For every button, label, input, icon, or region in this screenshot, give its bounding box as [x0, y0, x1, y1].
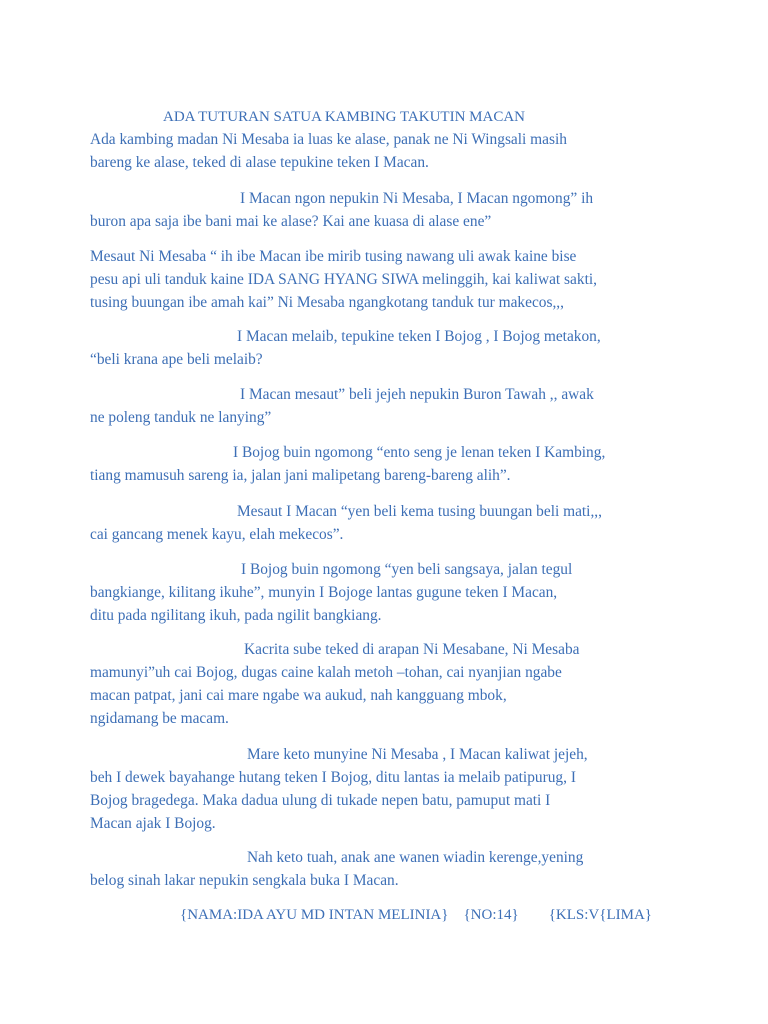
text-line: tiang mamusuh sareng ia, jalan jani malipetang bareng-bareng alih”. — [90, 467, 511, 484]
paragraph-6 — [90, 441, 690, 487]
student-name: {NAMA:IDA AYU MD INTAN MELINIA} — [180, 907, 449, 923]
paragraph-2 — [90, 187, 690, 233]
footer-spacer — [448, 907, 463, 923]
text-line: I Bojog buin ngomong “yen beli sangsaya, jalan tegul — [241, 561, 573, 578]
paragraph-3 — [90, 245, 690, 314]
student-number: {NO:14} — [463, 907, 519, 923]
text-line: Nah keto tuah, anak ane wanen wiadin kerenge,yening — [247, 849, 584, 866]
text-line: bareng ke alase, teked di alase tepukine teken I Macan. — [90, 154, 429, 171]
paragraph-9 — [90, 638, 690, 730]
paragraph-7 — [90, 500, 690, 546]
text-line: tusing buungan ibe amah kai” Ni Mesaba ngangkotang tanduk tur makecos,,, — [90, 294, 564, 311]
text-line: Bojog bragedega. Maka dadua ulung di tukade nepen batu, pamuput mati I — [90, 792, 551, 809]
document-title: ADA TUTURAN SATUA KAMBING TAKUTIN MACAN — [163, 109, 526, 125]
text-line: mamunyi”uh cai Bojog, dugas caine kalah metoh –tohan, cai nyanjian ngabe — [90, 664, 562, 681]
paragraph-1 — [90, 128, 690, 174]
text-line: beh I dewek bayahange hutang teken I Bojog, ditu lantas ia melaib patipurug, I — [90, 769, 576, 786]
text-line: cai gancang menek kayu, elah mekecos”. — [90, 526, 344, 543]
paragraph-10 — [90, 743, 690, 835]
paragraph-4 — [90, 325, 690, 371]
paragraph-5 — [90, 383, 690, 429]
paragraph-8 — [90, 558, 690, 627]
text-line: I Macan ngon nepukin Ni Mesaba, I Macan ngomong” ih — [240, 190, 594, 207]
text-line: I Macan mesaut” beli jejeh nepukin Buron Tawah ,, awak — [240, 386, 594, 403]
text-line: macan patpat, jani cai mare ngabe wa aukud, nah kangguang mbok, — [90, 687, 507, 704]
text-line: bangkiange, kilitang ikuhe”, munyin I Bojoge lantas gugune teken I Macan, — [90, 584, 558, 601]
text-line: Kacrita sube teked di arapan Ni Mesabane, Ni Mesaba — [244, 641, 580, 658]
text-line: “beli krana ape beli melaib? — [90, 351, 263, 368]
text-line: Mesaut Ni Mesaba “ ih ibe Macan ibe mirib tusing nawang uli awak kaine bise — [90, 248, 577, 265]
text-line: I Macan melaib, tepukine teken I Bojog , I Bojog metakon, — [237, 328, 601, 345]
student-info-footer — [180, 904, 652, 927]
text-line: pesu api uli tanduk kaine IDA SANG HYANG SIWA melinggih, kai kaliwat sakti, — [90, 271, 597, 288]
text-line: Mesaut I Macan “yen beli kema tusing buungan beli mati,,, — [237, 503, 603, 520]
text-line: Ada kambing madan Ni Mesaba ia luas ke alase, panak ne Ni Wingsali masih — [90, 131, 567, 148]
text-line: ditu pada ngilitang ikuh, pada ngilit bangkiang. — [90, 607, 382, 624]
text-line: I Bojog buin ngomong “ento seng je lenan teken I Kambing, — [233, 444, 606, 461]
text-line: ne poleng tanduk ne lanying” — [90, 409, 272, 426]
student-class: {KLS:V{LIMA} — [548, 907, 652, 923]
footer-spacer — [519, 907, 549, 923]
text-line: buron apa saja ibe bani mai ke alase? Kai ane kuasa di alase ene” — [90, 213, 492, 230]
text-line: Macan ajak I Bojog. — [90, 815, 216, 832]
text-line: belog sinah lakar nepukin sengkala buka I Macan. — [90, 872, 399, 889]
text-line: ngidamang be macam. — [90, 710, 229, 727]
text-line: Mare keto munyine Ni Mesaba , I Macan kaliwat jejeh, — [247, 746, 588, 763]
paragraph-11 — [90, 846, 690, 892]
